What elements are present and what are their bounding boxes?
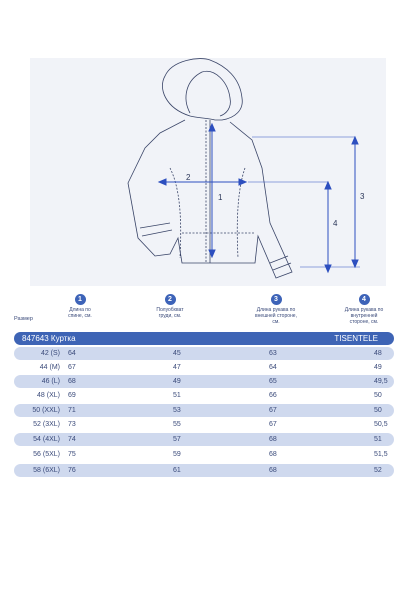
size-cell: 44 (M) <box>39 364 60 371</box>
back-length-cell: 67 <box>68 364 76 371</box>
back-length-cell: 73 <box>68 421 76 428</box>
column-number-badge: 2 <box>165 294 176 305</box>
column-label: Полуобхват груди, см. <box>156 307 184 319</box>
size-cell: 50 (XXL) <box>32 407 60 414</box>
back-length-cell: 75 <box>68 451 76 458</box>
inner-sleeve-cell: 50,5 <box>374 421 388 428</box>
hood-inner <box>186 71 230 116</box>
outer-sleeve-cell: 67 <box>269 407 277 414</box>
half-chest-cell: 61 <box>173 467 181 474</box>
dim-label-3: 3 <box>360 192 365 201</box>
table-row <box>14 433 394 446</box>
size-cell: 54 (4XL) <box>33 436 60 443</box>
inner-sleeve-cell: 52 <box>374 467 382 474</box>
size-cell: 56 (5XL) <box>33 451 60 458</box>
inner-sleeve-cell: 49 <box>374 364 382 371</box>
brand-name: TISENTELE <box>334 334 378 343</box>
size-cell: 48 (XL) <box>37 392 60 399</box>
half-chest-cell: 49 <box>173 378 181 385</box>
outer-sleeve-cell: 68 <box>269 467 277 474</box>
column-header-2 <box>150 294 190 334</box>
table-row <box>14 448 394 461</box>
size-column-header: Размер <box>14 316 33 322</box>
hood-outline <box>162 59 242 120</box>
column-label: Длина рукава по внутренней стороне, см. <box>344 307 384 325</box>
jacket-measurement-diagram <box>30 58 386 286</box>
back-length-cell: 74 <box>68 436 76 443</box>
inner-sleeve-cell: 50 <box>374 407 382 414</box>
column-number-badge: 3 <box>271 294 282 305</box>
column-number-badge: 4 <box>359 294 370 305</box>
half-chest-cell: 45 <box>173 350 181 357</box>
column-number-badge: 1 <box>75 294 86 305</box>
size-cell: 42 (S) <box>40 350 60 357</box>
size-cell: 58 (6XL) <box>33 467 60 474</box>
dim-label-4: 4 <box>333 219 338 228</box>
table-row <box>14 361 394 374</box>
column-label: Длина по спине, см. <box>68 307 92 319</box>
product-title-bar <box>14 332 394 345</box>
table-row <box>14 404 394 417</box>
back-length-cell: 76 <box>68 467 76 474</box>
outer-sleeve-cell: 66 <box>269 392 277 399</box>
inner-sleeve-cell: 48 <box>374 350 382 357</box>
half-chest-cell: 53 <box>173 407 181 414</box>
inner-sleeve-cell: 49,5 <box>374 378 388 385</box>
table-row <box>14 464 394 477</box>
product-code: 847643 Куртка <box>22 334 76 343</box>
outer-sleeve-cell: 67 <box>269 421 277 428</box>
back-length-cell: 68 <box>68 378 76 385</box>
inner-sleeve-cell: 51,5 <box>374 451 388 458</box>
dim-label-2: 2 <box>186 173 191 182</box>
half-chest-cell: 51 <box>173 392 181 399</box>
outer-sleeve-cell: 68 <box>269 436 277 443</box>
size-cell: 52 (3XL) <box>33 421 60 428</box>
column-header-4 <box>342 294 386 334</box>
half-chest-cell: 55 <box>173 421 181 428</box>
column-header-3 <box>254 294 298 334</box>
outer-sleeve-cell: 68 <box>269 451 277 458</box>
inner-sleeve-cell: 51 <box>374 436 382 443</box>
outer-sleeve-cell: 64 <box>269 364 277 371</box>
outer-sleeve-cell: 65 <box>269 378 277 385</box>
size-cell: 46 (L) <box>41 378 60 385</box>
dim-label-1: 1 <box>218 193 223 202</box>
inner-sleeve-cell: 50 <box>374 392 382 399</box>
table-row <box>14 375 394 388</box>
back-length-cell: 64 <box>68 350 76 357</box>
jacket-sketch <box>30 58 386 286</box>
back-length-cell: 71 <box>68 407 76 414</box>
half-chest-cell: 47 <box>173 364 181 371</box>
half-chest-cell: 57 <box>173 436 181 443</box>
outer-sleeve-cell: 63 <box>269 350 277 357</box>
half-chest-cell: 59 <box>173 451 181 458</box>
back-length-cell: 69 <box>68 392 76 399</box>
table-row <box>14 347 394 360</box>
table-row <box>14 418 394 431</box>
column-label: Длина рукава по внешней стороне, см. <box>255 307 297 325</box>
table-row <box>14 389 394 402</box>
column-header-1 <box>62 294 98 334</box>
